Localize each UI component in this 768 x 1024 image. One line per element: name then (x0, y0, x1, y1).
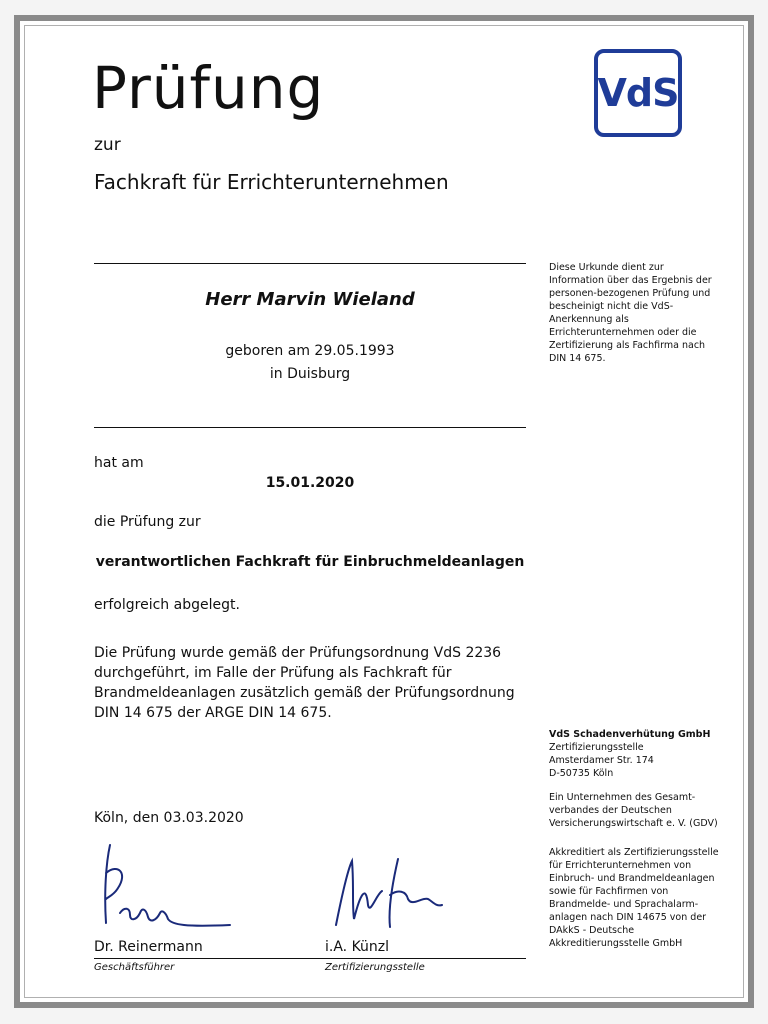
accreditation-line: für Errichterunternehmen von (549, 860, 692, 871)
gdv-line: Versicherungswirtschaft e. V. (GDV) (549, 818, 718, 829)
top-divider (94, 263, 526, 264)
title-preposition: zur (94, 135, 121, 155)
notice-line: personen-bezogenen Prüfung und (549, 288, 711, 299)
notice-line: Zertifizierung als Fachfirma nach (549, 340, 706, 351)
person-name: Herr Marvin Wieland (205, 289, 415, 310)
company-name: VdS Schadenverhütung GmbH (549, 729, 711, 740)
exam-regulation-paragraph (94, 643, 534, 723)
signature-kuenzl (332, 855, 452, 935)
gdv-line: verbandes der Deutschen (549, 805, 672, 816)
sidebar-company-block (549, 728, 719, 780)
address-line: Zertifizierungsstelle (549, 742, 644, 753)
passed-text: erfolgreich abgelegt. (94, 597, 240, 613)
notice-line: Errichterunternehmen oder die (549, 327, 697, 338)
accreditation-line: sowie für Fachfirmen von (549, 886, 669, 897)
accreditation-line: Akkreditierungsstelle GmbH (549, 938, 683, 949)
place-date: Köln, den 03.03.2020 (94, 810, 244, 826)
signature-rule (94, 958, 526, 959)
address-line: D-50735 Köln (549, 768, 614, 779)
address-line: Amsterdamer Str. 174 (549, 755, 654, 766)
accreditation-line: Akkreditiert als Zertifizierungsstelle (549, 847, 719, 858)
paragraph-line: Die Prüfung wurde gemäß der Prüfungsordnung VdS 2236 (94, 645, 502, 661)
sidebar-accreditation-block (549, 846, 719, 950)
paragraph-line: DIN 14 675 der ARGE DIN 14 675. (94, 705, 332, 721)
paragraph-line: Brandmeldeanlagen zusätzlich gemäß der Prüfungsordnung (94, 685, 515, 701)
qualification: verantwortlichen Fachkraft für Einbruchmeldeanlagen (95, 554, 525, 570)
signature-reinermann (96, 843, 236, 933)
notice-line: DIN 14 675. (549, 353, 606, 364)
signer-left-role: Geschäftsführer (94, 962, 175, 973)
accreditation-line: Brandmelde- und Sprachalarm- (549, 899, 699, 910)
exam-date: 15.01.2020 (265, 475, 355, 491)
signer-left-name: Dr. Reinermann (94, 939, 203, 955)
vds-logo-text: VdS (597, 71, 679, 115)
pruefung-zur-text: die Prüfung zur (94, 514, 201, 530)
signer-right-role: Zertifizierungsstelle (325, 962, 425, 973)
birth-date: geboren am 29.05.1993 (225, 343, 395, 359)
accreditation-line: Einbruch- und Brandmeldeanlagen (549, 873, 715, 884)
accreditation-line: DAkkS - Deutsche (549, 925, 635, 936)
signer-right-name: i.A. Künzl (325, 939, 390, 955)
gdv-line: Ein Unternehmen des Gesamt- (549, 792, 696, 803)
notice-line: Information über das Ergebnis der (549, 275, 712, 286)
paragraph-line: durchgeführt, im Falle der Prüfung als Fachkraft für (94, 665, 452, 681)
vds-logo (594, 49, 682, 137)
notice-line: bescheinigt nicht die VdS- (549, 301, 674, 312)
notice-line: Anerkennung als (549, 314, 629, 325)
sidebar-gdv-block (549, 791, 719, 830)
accreditation-line: anlagen nach DIN 14675 von der (549, 912, 707, 923)
bottom-divider (94, 427, 526, 428)
hat-am-text: hat am (94, 455, 144, 471)
notice-line: Diese Urkunde dient zur (549, 262, 664, 273)
certificate-title: Prüfung (92, 54, 325, 122)
birth-place: in Duisburg (269, 366, 351, 382)
certificate-subtitle: Fachkraft für Errichterunternehmen (94, 170, 449, 194)
sidebar-notice (549, 261, 719, 365)
certificate-frame (14, 15, 754, 1008)
